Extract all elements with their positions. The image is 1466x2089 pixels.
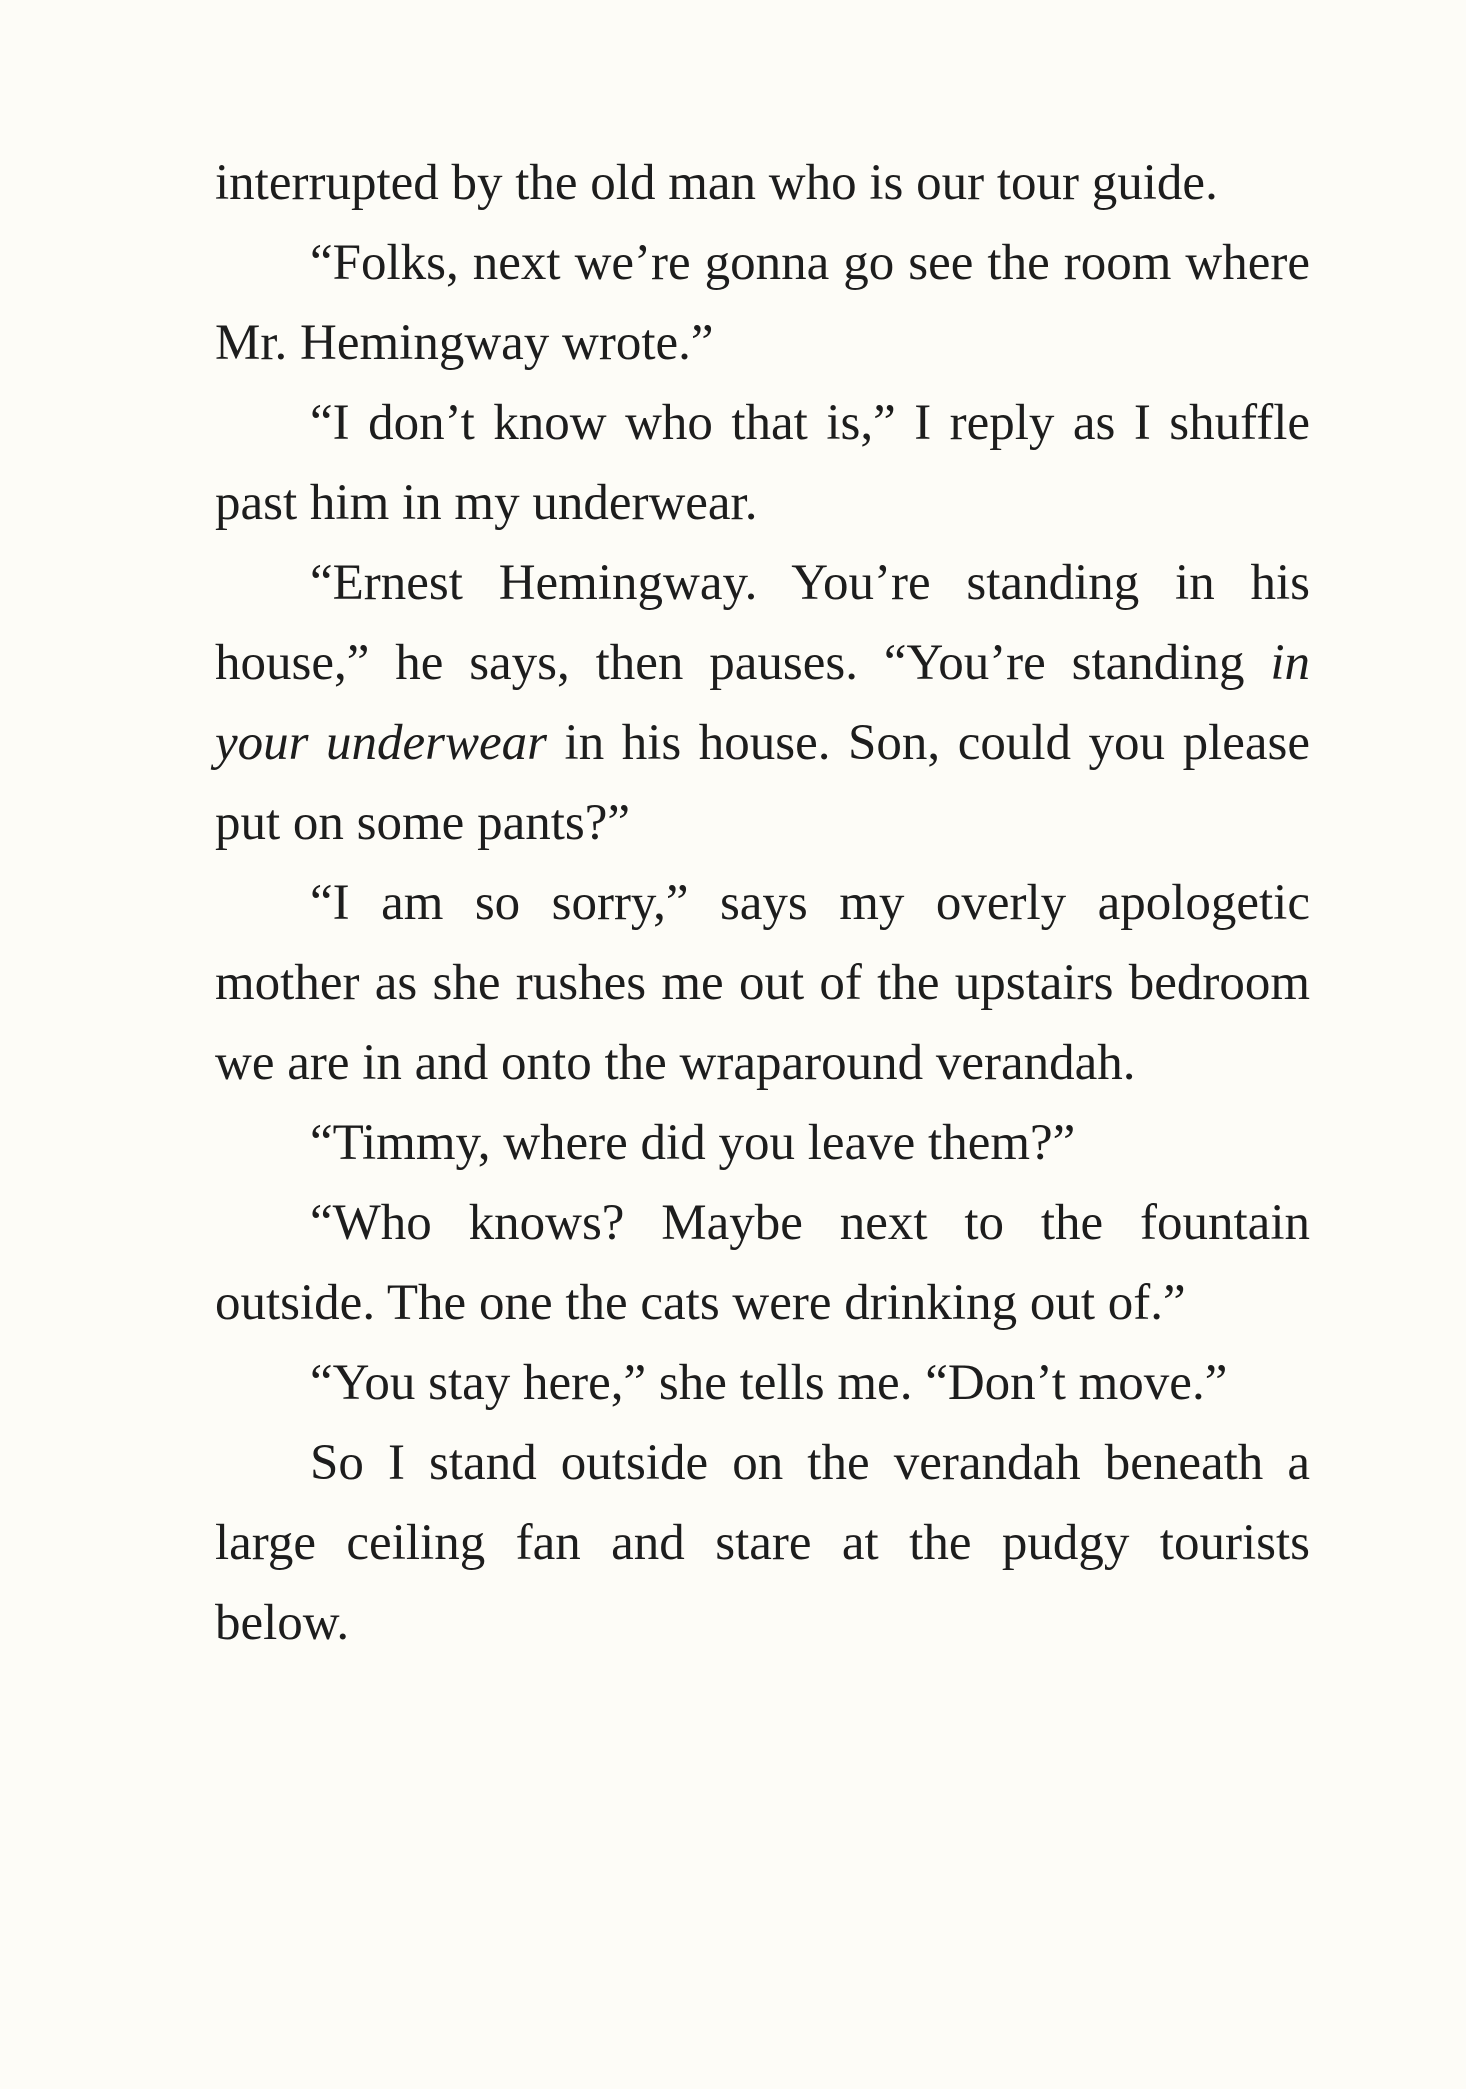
paragraph-narration-verandah: So I stand outside on the verandah beneath a large ceiling fan and stare at the pudgy tourists below. <box>215 1435 1310 1651</box>
paragraph-text-before-italic: “Ernest Hemingway. You’re standing in his house,” he says, then pauses. “You’re standing <box>215 555 1310 691</box>
paragraph-dialogue-reply: “I don’t know who that is,” I reply as I shuffle past him in my underwear. <box>215 395 1310 531</box>
paragraph-dialogue-stay: “You stay here,” she tells me. “Don’t move.” <box>310 1355 1228 1411</box>
book-page <box>215 143 1310 1663</box>
paragraph-dialogue-mother: “I am so sorry,” says my overly apologetic mother as she rushes me out of the upstairs bedroom we are in and onto the wraparound verandah. <box>215 875 1310 1091</box>
paragraph-dialogue-hemingway <box>215 543 1310 863</box>
italic-emphasis: in your underwear <box>215 635 1310 771</box>
paragraph-dialogue-timmy: “Timmy, where did you leave them?” <box>310 1115 1076 1171</box>
paragraph-dialogue-guide: “Folks, next we’re gonna go see the room where Mr. Hemingway wrote.” <box>215 235 1310 371</box>
paragraph-dialogue-who-knows: “Who knows? Maybe next to the fountain outside. The one the cats were drinking out of.” <box>215 1195 1310 1331</box>
paragraph-text-after-italic: in his house. Son, could you please put on some pants?” <box>215 715 1310 851</box>
paragraph-continuation: interrupted by the old man who is our tour guide. <box>215 155 1218 211</box>
